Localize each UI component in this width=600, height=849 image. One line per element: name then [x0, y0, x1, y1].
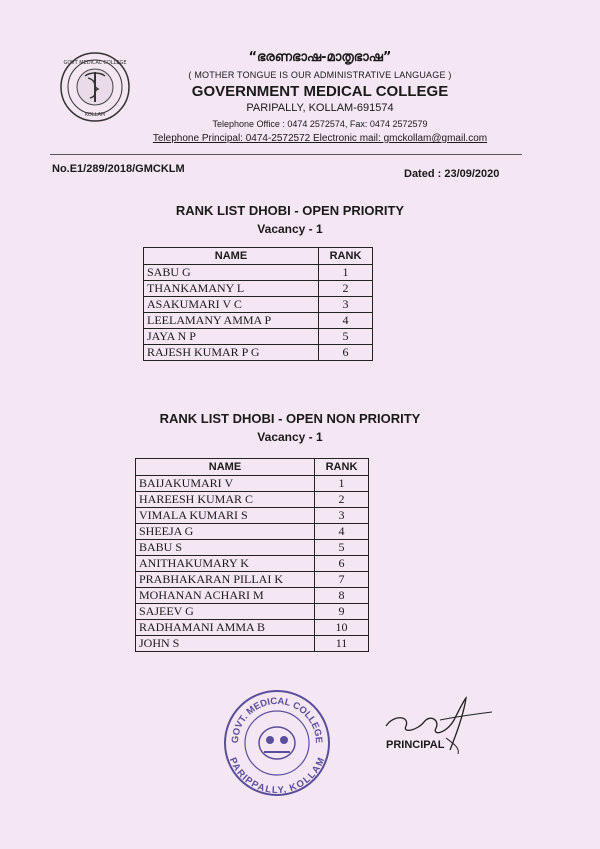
table-row — [144, 329, 373, 345]
candidate-name: PRABHAKARAN PILLAI K — [136, 572, 315, 588]
candidate-name: BAIJAKUMARI V — [136, 476, 315, 492]
motto: ( MOTHER TONGUE IS OUR ADMINISTRATIVE LANGUAGE ) — [188, 70, 452, 80]
table-row — [136, 524, 369, 540]
candidate-name: VIMALA KUMARI S — [136, 508, 315, 524]
candidate-name: MOHANAN ACHARI M — [136, 588, 315, 604]
candidate-name: JOHN S — [136, 636, 315, 652]
name-column-header: NAME — [144, 248, 319, 265]
table-row — [136, 492, 369, 508]
table-row — [144, 297, 373, 313]
candidate-rank: 6 — [319, 345, 373, 361]
table-row — [136, 588, 369, 604]
candidate-rank: 10 — [315, 620, 369, 636]
seal-text-bottom: PARIPPALLY, KOLLAM — [226, 756, 328, 797]
office-seal-icon — [222, 688, 332, 798]
table-row — [144, 345, 373, 361]
candidate-name: ANITHAKUMARY K — [136, 556, 315, 572]
seal-text-top: GOVT. MEDICAL COLLEGE — [229, 695, 325, 744]
table-row — [144, 281, 373, 297]
table-row — [144, 265, 373, 281]
table-row — [136, 620, 369, 636]
principal-label: PRINCIPAL — [386, 739, 445, 751]
candidate-rank: 9 — [315, 604, 369, 620]
candidate-rank: 2 — [315, 492, 369, 508]
candidate-name: HAREESH KUMAR C — [136, 492, 315, 508]
candidate-name: ASAKUMARI V C — [144, 297, 319, 313]
table-row — [136, 636, 369, 652]
table-row — [136, 476, 369, 492]
list1-title: RANK LIST DHOBI - OPEN PRIORITY — [175, 203, 405, 218]
candidate-rank: 1 — [315, 476, 369, 492]
candidate-name: BABU S — [136, 540, 315, 556]
candidate-rank: 2 — [319, 281, 373, 297]
list2-vacancy: Vacancy - 1 — [257, 430, 323, 444]
table-row — [136, 556, 369, 572]
office-telephone: Telephone Office : 0474 2572574, Fax: 0474 2572579 — [212, 119, 428, 129]
table-row — [136, 604, 369, 620]
reference-number: No.E1/289/2018/GMCKLM — [52, 163, 185, 175]
candidate-rank: 7 — [315, 572, 369, 588]
candidate-name: LEELAMANY AMMA P — [144, 313, 319, 329]
rank-table-open-priority — [143, 247, 373, 361]
candidate-rank: 6 — [315, 556, 369, 572]
rank-column-header: RANK — [315, 459, 369, 476]
candidate-rank: 3 — [319, 297, 373, 313]
list1-vacancy: Vacancy - 1 — [257, 222, 323, 236]
candidate-name: JAYA N P — [144, 329, 319, 345]
candidate-rank: 1 — [319, 265, 373, 281]
candidate-name: SHEEJA G — [136, 524, 315, 540]
table-row — [136, 572, 369, 588]
svg-text:GOVT MEDICAL COLLEGE: GOVT MEDICAL COLLEGE — [63, 60, 127, 66]
header-divider — [50, 154, 522, 155]
candidate-rank: 8 — [315, 588, 369, 604]
svg-text:PARIPPALLY, KOLLAM — [227, 756, 327, 796]
college-address: PARIPALLY, KOLLAM-691574 — [246, 102, 394, 114]
candidate-name: SABU G — [144, 265, 319, 281]
rank-table-open-non-priority — [135, 458, 369, 652]
list2-title: RANK LIST DHOBI - OPEN NON PRIORITY — [159, 411, 421, 426]
name-column-header: NAME — [136, 459, 315, 476]
candidate-name: SAJEEV G — [136, 604, 315, 620]
date: Dated : 23/09/2020 — [404, 168, 500, 180]
college-name: GOVERNMENT MEDICAL COLLEGE — [191, 83, 449, 100]
candidate-rank: 4 — [315, 524, 369, 540]
candidate-rank: 5 — [319, 329, 373, 345]
candidate-name: RADHAMANI AMMA B — [136, 620, 315, 636]
principal-contact: Telephone Principal: 0474-2572572 Electronic mail: gmckollam@gmail.com — [152, 133, 488, 144]
rank-column-header: RANK — [319, 248, 373, 265]
candidate-rank: 3 — [315, 508, 369, 524]
candidate-rank: 5 — [315, 540, 369, 556]
table-row — [144, 313, 373, 329]
candidate-name: THANKAMANY L — [144, 281, 319, 297]
candidate-rank: 4 — [319, 313, 373, 329]
candidate-name: RAJESH KUMAR P G — [144, 345, 319, 361]
svg-text:KOLLAM: KOLLAM — [84, 112, 106, 118]
candidate-rank: 11 — [315, 636, 369, 652]
official-language-line: “ഭരണഭാഷ-മാതൃഭാഷ” — [248, 50, 392, 65]
table-row — [136, 540, 369, 556]
table-row — [136, 508, 369, 524]
